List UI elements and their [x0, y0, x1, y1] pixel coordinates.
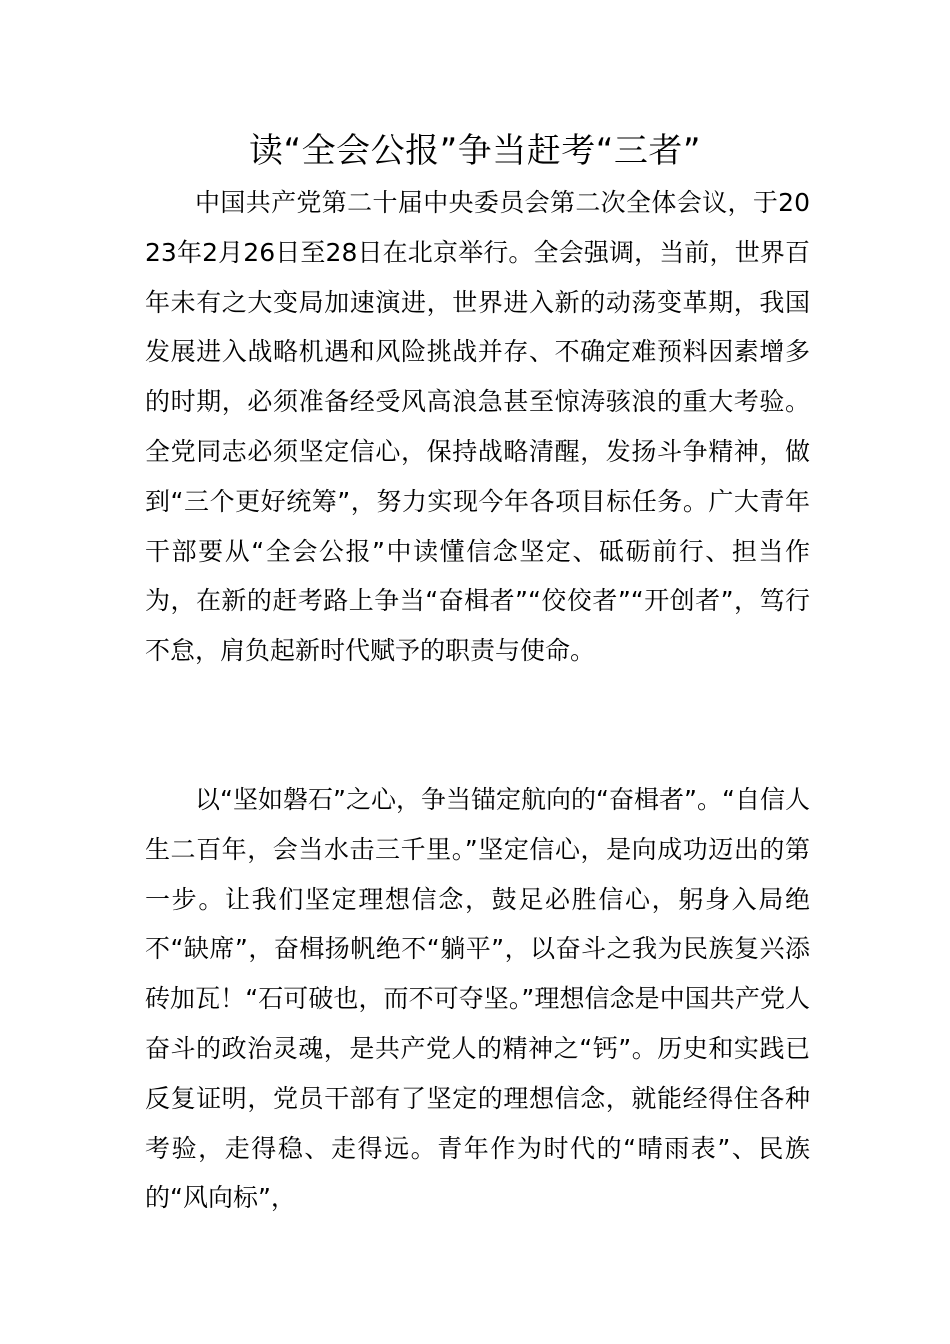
paragraph-1: 中国共产党第二十届中央委员会第二次全体会议，于2023年2月26日至28日在北京举行。全会强调，当前，世界百年未有之大变局加速演进，世界进入新的动荡变革期，我国发展进入战略机遇和风险挑战并存、不确定难预料因素增多的时期，必须准备经受风高浪急甚至惊涛骇浪的重大考验。全党同志必须坚定信心，保持战略清醒，发扬斗争精神，做到“三个更好统筹”，努力实现今年各项目标任务。广大青年干部要从“全会公报”中读懂信念坚定、砥砺前行、担当作为，在新的赶考路上争当“奋楫者”“佼佼者”“开创者”，笃行不怠，肩负起新时代赋予的职责与使命。	[145, 188, 810, 666]
document-title: 读“全会公报”争当赶考“三者”	[249, 131, 701, 171]
paragraph-2: 以“坚如磐石”之心，争当锚定航向的“奋楫者”。“自信人生二百年，会当水击三千里。”坚定信心，是向成功迈出的第一步。让我们坚定理想信念，鼓足必胜信心，躬身入局绝不“缺席”，奋楫扬帆绝不“躺平”，以奋斗之我为民族复兴添砖加瓦！“石可破也，而不可夺坚。”理想信念是中国共产党人奋斗的政治灵魂，是共产党人的精神之“钙”。历史和实践已反复证明，党员干部有了坚定的理想信念，就能经得住各种考验，走得稳、走得远。青年作为时代的“晴雨表”、民族的“风向标”，	[145, 785, 810, 1213]
